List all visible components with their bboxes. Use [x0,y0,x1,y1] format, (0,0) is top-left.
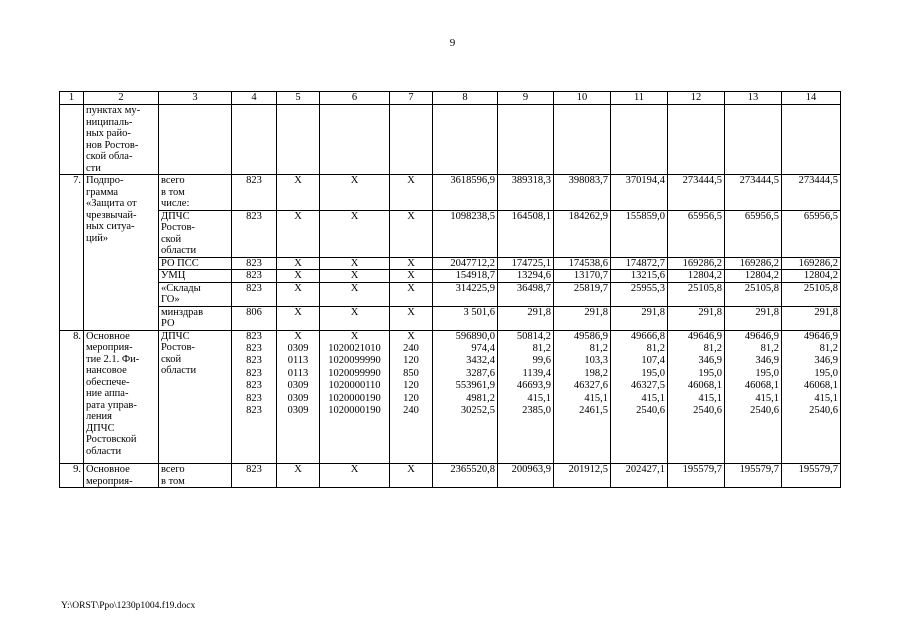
value-cell-col4: 823 [232,355,277,368]
value-cell-col12: 291,8 [668,306,725,330]
value-cell-col7: 240 [390,343,433,356]
value-cell-col13: 81,2 [725,343,782,356]
value-cell-col14: 46068,1 [782,380,841,393]
value-cell-col8: 3 501,6 [433,306,498,330]
value-cell-col4: 823 [232,393,277,406]
column-number-cell: 5 [277,92,320,105]
table-cell [232,105,277,175]
value-cell-col4: 823 [232,282,277,306]
value-cell-col10: 81,2 [554,343,611,356]
column-number-cell: 13 [725,92,782,105]
value-cell-col9: 13294,6 [498,270,554,283]
value-cell-col10: 174538,6 [554,257,611,270]
value-cell-col12: 346,9 [668,355,725,368]
value-cell-col13: 169286,2 [725,257,782,270]
value-cell-col13: 195,0 [725,368,782,381]
value-cell-col5: 0113 [277,355,320,368]
column-number-cell: 10 [554,92,611,105]
value-cell-col6: Х [320,257,390,270]
value-cell-col6: Х [320,210,390,257]
value-cell-col8: 3287,6 [433,368,498,381]
table-row [60,105,841,175]
program-name-cell: Основное мероприя- [84,464,159,488]
value-cell-col10: 49586,9 [554,330,611,343]
value-cell-col5: Х [277,257,320,270]
column-number-cell: 1 [60,92,84,105]
table-row [60,175,841,211]
value-cell-col10: 13170,7 [554,270,611,283]
value-cell-col9: 291,8 [498,306,554,330]
value-cell-col7: Х [390,282,433,306]
value-cell-col8: 154918,7 [433,270,498,283]
value-cell-col7: Х [390,210,433,257]
value-cell-col8: 30252,5 [433,405,498,464]
executor-cell: минздрав РО [159,306,232,330]
column-number-cell: 6 [320,92,390,105]
value-cell-col10: 46327,6 [554,380,611,393]
value-cell-col14: 12804,2 [782,270,841,283]
column-number-cell: 8 [433,92,498,105]
row-number-cell: 9. [60,464,84,488]
value-cell-col5: 0309 [277,380,320,393]
value-cell-col8: 314225,9 [433,282,498,306]
page-number: 9 [449,37,456,49]
value-cell-col9: 50814,2 [498,330,554,343]
value-cell-col5: Х [277,464,320,488]
value-cell-col11: 291,8 [611,306,668,330]
value-cell-col12: 195579,7 [668,464,725,488]
value-cell-col6: Х [320,175,390,211]
table-cell [782,105,841,175]
value-cell-col8: 1098238,5 [433,210,498,257]
value-cell-col12: 65956,5 [668,210,725,257]
executor-cell: всего в том числе: [159,175,232,211]
value-cell-col7: Х [390,330,433,343]
value-cell-col13: 291,8 [725,306,782,330]
column-number-cell: 14 [782,92,841,105]
value-cell-col5: 0309 [277,405,320,464]
value-cell-col6: Х [320,306,390,330]
table-row [60,330,841,343]
value-cell-col11: 415,1 [611,393,668,406]
value-cell-col4: 823 [232,270,277,283]
value-cell-col11: 25955,3 [611,282,668,306]
table-row [60,282,841,306]
value-cell-col14: 346,9 [782,355,841,368]
value-cell-col11: 46327,5 [611,380,668,393]
value-cell-col7: 240 [390,405,433,464]
value-cell-col14: 273444,5 [782,175,841,211]
value-cell-col11: 202427,1 [611,464,668,488]
value-cell-col6: Х [320,282,390,306]
value-cell-col9: 174725,1 [498,257,554,270]
value-cell-col14: 2540,6 [782,405,841,464]
value-cell-col5: Х [277,306,320,330]
table-row [60,464,841,488]
value-cell-col5: Х [277,175,320,211]
value-cell-col7: 120 [390,380,433,393]
value-cell-col8: 553961,9 [433,380,498,393]
value-cell-col9: 99,6 [498,355,554,368]
value-cell-col10: 201912,5 [554,464,611,488]
program-name-cell: пунктах му- ниципаль- ных райо- нов Ростов- ской обла- сти [84,105,159,175]
value-cell-col10: 2461,5 [554,405,611,464]
program-name-cell: Подпро- грамма «Защита от чрезвычай- ных ситуа- ций» [84,175,159,331]
value-cell-col5: Х [277,282,320,306]
value-cell-col7: Х [390,464,433,488]
value-cell-col9: 1139,4 [498,368,554,381]
file-path-footer: Y:\ORST\Ppo\1230p1004.f19.docx [61,601,196,611]
value-cell-col7: 850 [390,368,433,381]
value-cell-col12: 2540,6 [668,405,725,464]
executor-cell: ДПЧС Ростов- ской области [159,330,232,464]
value-cell-col5: Х [277,270,320,283]
column-number-cell: 7 [390,92,433,105]
value-cell-col5: Х [277,210,320,257]
value-cell-col7: Х [390,306,433,330]
executor-cell: УМЦ [159,270,232,283]
value-cell-col12: 169286,2 [668,257,725,270]
value-cell-col9: 46693,9 [498,380,554,393]
value-cell-col10: 184262,9 [554,210,611,257]
value-cell-col14: 81,2 [782,343,841,356]
value-cell-col4: 823 [232,330,277,343]
value-cell-col11: 2540,6 [611,405,668,464]
value-cell-col5: Х [277,330,320,343]
value-cell-col8: 3618596,9 [433,175,498,211]
value-cell-col11: 155859,0 [611,210,668,257]
value-cell-col6: 1020000110 [320,380,390,393]
value-cell-col11: 107,4 [611,355,668,368]
value-cell-col10: 198,2 [554,368,611,381]
program-name-cell: Основное мероприя- тие 2.1. Фи- нансовое обеспече- ние аппа- рата управ- ления ДПЧС Ростовской области [84,330,159,464]
column-number-cell: 4 [232,92,277,105]
table-row [60,306,841,330]
value-cell-col12: 12804,2 [668,270,725,283]
column-number-cell: 3 [159,92,232,105]
value-cell-col9: 36498,7 [498,282,554,306]
value-cell-col6: 1020000190 [320,405,390,464]
table-cell [498,105,554,175]
table-cell [554,105,611,175]
value-cell-col14: 195,0 [782,368,841,381]
value-cell-col6: Х [320,464,390,488]
value-cell-col8: 2047712,2 [433,257,498,270]
table-cell [390,105,433,175]
column-number-cell: 9 [498,92,554,105]
value-cell-col14: 25105,8 [782,282,841,306]
column-number-cell: 11 [611,92,668,105]
value-cell-col8: 974,4 [433,343,498,356]
value-cell-col6: 1020099990 [320,368,390,381]
value-cell-col5: 0113 [277,368,320,381]
value-cell-col12: 273444,5 [668,175,725,211]
table-row [60,270,841,283]
value-cell-col11: 174872,7 [611,257,668,270]
value-cell-col4: 823 [232,210,277,257]
value-cell-col7: Х [390,257,433,270]
value-cell-col4: 823 [232,175,277,211]
executor-cell: «Склады ГО» [159,282,232,306]
value-cell-col9: 164508,1 [498,210,554,257]
budget-table [59,91,841,488]
value-cell-col9: 415,1 [498,393,554,406]
value-cell-col9: 200963,9 [498,464,554,488]
value-cell-col9: 2385,0 [498,405,554,464]
value-cell-col5: 0309 [277,393,320,406]
column-number-row [60,92,841,105]
table-row [60,210,841,257]
value-cell-col4: 823 [232,257,277,270]
value-cell-col10: 398083,7 [554,175,611,211]
value-cell-col11: 195,0 [611,368,668,381]
value-cell-col14: 49646,9 [782,330,841,343]
value-cell-col13: 346,9 [725,355,782,368]
value-cell-col10: 103,3 [554,355,611,368]
value-cell-col8: 2365520,8 [433,464,498,488]
value-cell-col13: 49646,9 [725,330,782,343]
value-cell-col13: 195579,7 [725,464,782,488]
value-cell-col10: 25819,7 [554,282,611,306]
value-cell-col12: 46068,1 [668,380,725,393]
value-cell-col6: 1020099990 [320,355,390,368]
value-cell-col13: 273444,5 [725,175,782,211]
table-cell [320,105,390,175]
value-cell-col11: 49666,8 [611,330,668,343]
table-cell [611,105,668,175]
value-cell-col10: 415,1 [554,393,611,406]
value-cell-col13: 46068,1 [725,380,782,393]
value-cell-col14: 195579,7 [782,464,841,488]
value-cell-col8: 4981,2 [433,393,498,406]
value-cell-col12: 195,0 [668,368,725,381]
table-cell [668,105,725,175]
value-cell-col14: 291,8 [782,306,841,330]
value-cell-col12: 415,1 [668,393,725,406]
value-cell-col5: 0309 [277,343,320,356]
table-row [60,257,841,270]
table-cell [433,105,498,175]
executor-cell: всего в том [159,464,232,488]
value-cell-col4: 806 [232,306,277,330]
table-cell [60,105,84,175]
value-cell-col9: 81,2 [498,343,554,356]
value-cell-col8: 3432,4 [433,355,498,368]
value-cell-col14: 169286,2 [782,257,841,270]
value-cell-col13: 415,1 [725,393,782,406]
value-cell-col9: 389318,3 [498,175,554,211]
value-cell-col12: 25105,8 [668,282,725,306]
value-cell-col6: 1020021010 [320,343,390,356]
value-cell-col4: 823 [232,405,277,464]
value-cell-col4: 823 [232,343,277,356]
value-cell-col10: 291,8 [554,306,611,330]
value-cell-col11: 81,2 [611,343,668,356]
row-number-cell: 7. [60,175,84,331]
table-cell [159,105,232,175]
value-cell-col14: 65956,5 [782,210,841,257]
value-cell-col6: 1020000190 [320,393,390,406]
value-cell-col11: 13215,6 [611,270,668,283]
value-cell-col6: Х [320,270,390,283]
executor-cell: ДПЧС Ростов- ской области [159,210,232,257]
value-cell-col13: 2540,6 [725,405,782,464]
value-cell-col7: 120 [390,393,433,406]
value-cell-col14: 415,1 [782,393,841,406]
column-number-cell: 2 [84,92,159,105]
table-cell [277,105,320,175]
value-cell-col8: 596890,0 [433,330,498,343]
value-cell-col7: 120 [390,355,433,368]
value-cell-col12: 49646,9 [668,330,725,343]
column-number-cell: 12 [668,92,725,105]
value-cell-col7: Х [390,270,433,283]
value-cell-col7: Х [390,175,433,211]
value-cell-col13: 25105,8 [725,282,782,306]
table-cell [725,105,782,175]
value-cell-col13: 12804,2 [725,270,782,283]
value-cell-col13: 65956,5 [725,210,782,257]
value-cell-col4: 823 [232,464,277,488]
executor-cell: РО ПСС [159,257,232,270]
row-number-cell: 8. [60,330,84,464]
value-cell-col12: 81,2 [668,343,725,356]
value-cell-col4: 823 [232,380,277,393]
value-cell-col4: 823 [232,368,277,381]
value-cell-col11: 370194,4 [611,175,668,211]
value-cell-col6: Х [320,330,390,343]
